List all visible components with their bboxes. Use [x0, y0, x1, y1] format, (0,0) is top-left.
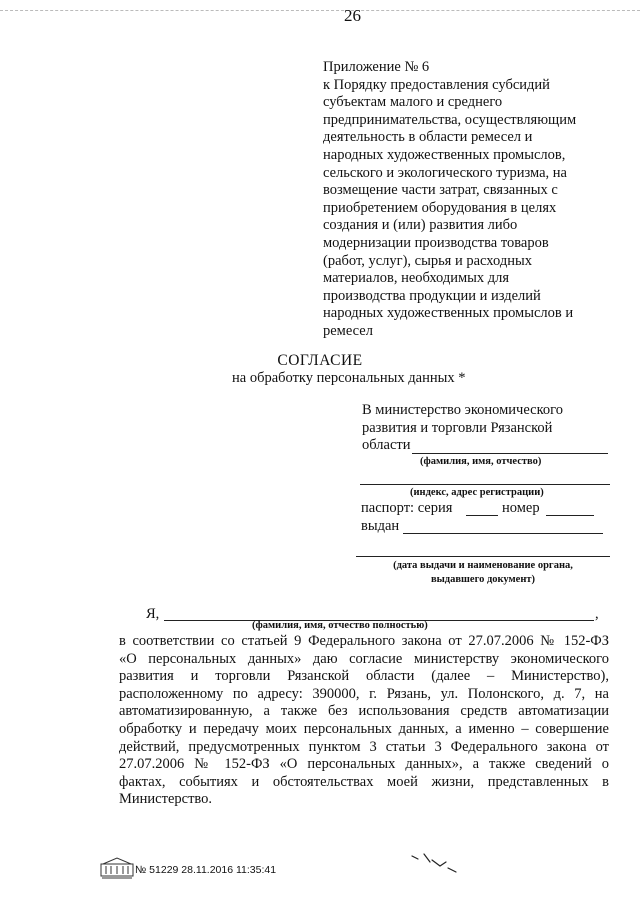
body-line: фактах, событиях и обстоятельствах моей жизни, представленных в [119, 773, 609, 790]
body-line: расположенному по адресу: 390000, г. Рязань, ул. Полонского, д. 7, на [119, 685, 609, 702]
recipient-line: области [362, 437, 411, 454]
recipient-line: В министерство экономического [362, 402, 563, 418]
full-name-caption: (фамилия, имя, отчество полностью) [252, 620, 428, 631]
registry-stamp-icon [100, 856, 134, 880]
consent-body [119, 633, 609, 809]
issue-caption-line1: (дата выдачи и наименование органа, [393, 560, 573, 571]
appendix-line: народных художественных промыслов и [323, 305, 574, 322]
passport-series-blank [466, 515, 498, 516]
scan-edge-line [0, 10, 640, 11]
appendix-line: сельского и экологического туризма, на [323, 164, 567, 181]
document-title: СОГЛАСИЕ [277, 352, 363, 369]
body-line: Министерство. [119, 791, 213, 808]
recipient-block [362, 402, 563, 455]
appendix-line: Приложение № 6 [323, 59, 430, 75]
appendix-line: возмещение части затрат, связанных с [323, 182, 558, 199]
issue-caption-line2: выдавшего документ) [430, 574, 536, 585]
appendix-line: субъектам малого и среднего [323, 94, 503, 111]
address-underline [360, 484, 610, 485]
body-line: 27.07.2006 № 152-ФЗ «О персональных данных», а также сведений о [119, 756, 609, 773]
body-line: автоматизированную, а также без использования средств автоматизации [119, 703, 609, 720]
fio-caption: (фамилия, имя, отчество) [420, 456, 542, 467]
appendix-line: народных художественных промыслов, [323, 146, 566, 163]
appendix-line: (работ, услуг), сырья и расходных [323, 252, 532, 269]
appendix-line: приобретением оборудования в целях [323, 199, 557, 216]
issued-blank [403, 533, 603, 534]
registration-stamp-text: № 51229 28.11.2016 11:35:41 [135, 864, 277, 876]
passport-number-blank [546, 515, 594, 516]
recipient-line: развития и торговли Рязанской [362, 419, 553, 436]
i-label: Я, [146, 606, 160, 622]
body-line: действий, предусмотренных пунктом 3 статьи 3 Федерального закона от [119, 738, 609, 755]
body-line: обработку и передачу моих персональных данных, а именно – совершение [119, 720, 609, 737]
issued-authority-underline [356, 556, 610, 557]
document-subtitle: на обработку персональных данных * [232, 370, 466, 386]
handwritten-mark-icon [410, 850, 458, 876]
passport-series-label: паспорт: серия [361, 500, 453, 516]
body-line: развития и торговли Рязанской области (далее – Министерство), [119, 668, 609, 685]
appendix-header [323, 59, 576, 341]
appendix-line: производства продукции и изделий [323, 287, 541, 304]
passport-number-label: номер [502, 500, 540, 516]
body-line: «О персональных данных» даю согласие министерству экономического [119, 650, 609, 667]
full-name-trailing-comma: , [595, 606, 599, 622]
page-number: 26 [344, 6, 361, 25]
appendix-line: ремесел [323, 322, 373, 339]
appendix-line: предпринимательства, осуществляющим [323, 111, 577, 128]
appendix-line: создания и (или) развития либо [323, 217, 518, 234]
body-line: в соответствии со статьей 9 Федерального закона от 27.07.2006 № 152-ФЗ [119, 633, 609, 649]
appendix-line: материалов, необходимых для [323, 270, 510, 287]
appendix-line: к Порядку предоставления субсидий [323, 76, 550, 93]
fio-underline [412, 453, 608, 454]
appendix-line: деятельность в области ремесел и [323, 129, 533, 146]
appendix-line: модернизации производства товаров [323, 234, 549, 251]
address-caption: (индекс, адрес регистрации) [410, 487, 544, 498]
issued-label: выдан [361, 518, 400, 534]
